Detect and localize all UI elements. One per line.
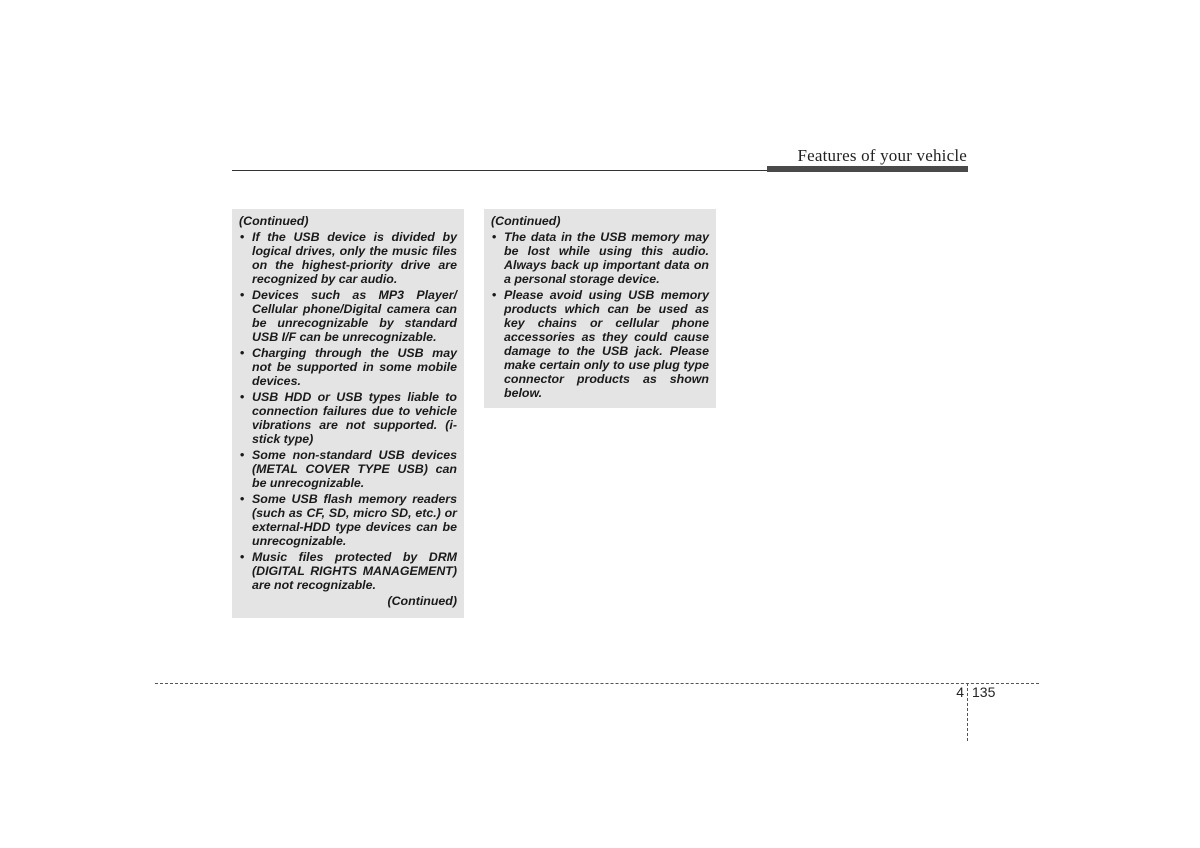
list-item: [491, 288, 709, 400]
continued-label-top: (Continued): [239, 214, 309, 228]
bullet-list-right: [491, 230, 709, 400]
bullet-icon: •: [240, 390, 245, 404]
bullet-icon: •: [240, 230, 245, 244]
continued-label-bottom: (Continued): [387, 594, 457, 608]
header-rule-thick: [767, 166, 968, 172]
bullet-icon: •: [240, 492, 245, 506]
list-item: [239, 230, 457, 286]
bullet-icon: •: [492, 288, 497, 302]
list-item: [491, 230, 709, 286]
continued-label-top: (Continued): [491, 214, 561, 228]
list-item-text: If the USB device is divided by logical drives, only the music files on the highest-priority drive are recognized by car audio.: [252, 230, 457, 286]
bullet-icon: •: [240, 288, 245, 302]
list-item: [239, 492, 457, 548]
header-rule-thin: [232, 170, 767, 171]
note-box-left: [232, 209, 464, 618]
footer-divider-dashed: [967, 683, 968, 741]
page-number: 135: [972, 684, 996, 700]
list-item: [239, 288, 457, 344]
list-item-text: Some USB flash memory readers (such as CF, SD, micro SD, etc.) or external-HDD type devices can be unrecognizable.: [252, 492, 457, 548]
list-item: [239, 550, 457, 592]
footer-rule-dashed: [155, 683, 1039, 684]
section-number: 4: [956, 684, 964, 700]
list-item-text: The data in the USB memory may be lost while using this audio. Always back up important data on a personal storage device.: [504, 230, 709, 286]
bullet-icon: •: [240, 346, 245, 360]
list-item: [239, 448, 457, 490]
list-item-text: USB HDD or USB types liable to connection failures due to vehicle vibrations are not supported. (i-stick type): [252, 390, 457, 446]
bullet-icon: •: [240, 448, 245, 462]
bullet-icon: •: [492, 230, 497, 244]
page-header-title: Features of your vehicle: [797, 146, 967, 165]
bullet-icon: •: [240, 550, 245, 564]
list-item: [239, 346, 457, 388]
list-item-text: Devices such as MP3 Player/ Cellular phone/Digital camera can be unrecognizable by standard USB I/F can be unrecognizable.: [252, 288, 457, 344]
list-item: [239, 390, 457, 446]
note-box-right: [484, 209, 716, 408]
bullet-list-left: [239, 230, 457, 592]
list-item-text: Some non-standard USB devices (METAL COVER TYPE USB) can be unrecognizable.: [252, 448, 457, 490]
list-item-text: Music files protected by DRM (DIGITAL RIGHTS MANAGEMENT) are not recognizable.: [252, 550, 457, 592]
list-item-text: Charging through the USB may not be supported in some mobile devices.: [252, 346, 457, 388]
list-item-text: Please avoid using USB memory products which can be used as key chains or cellular phone accessories as they could cause damage to the USB jack. Please make certain only to use plug type connector products as shown below.: [504, 288, 709, 400]
